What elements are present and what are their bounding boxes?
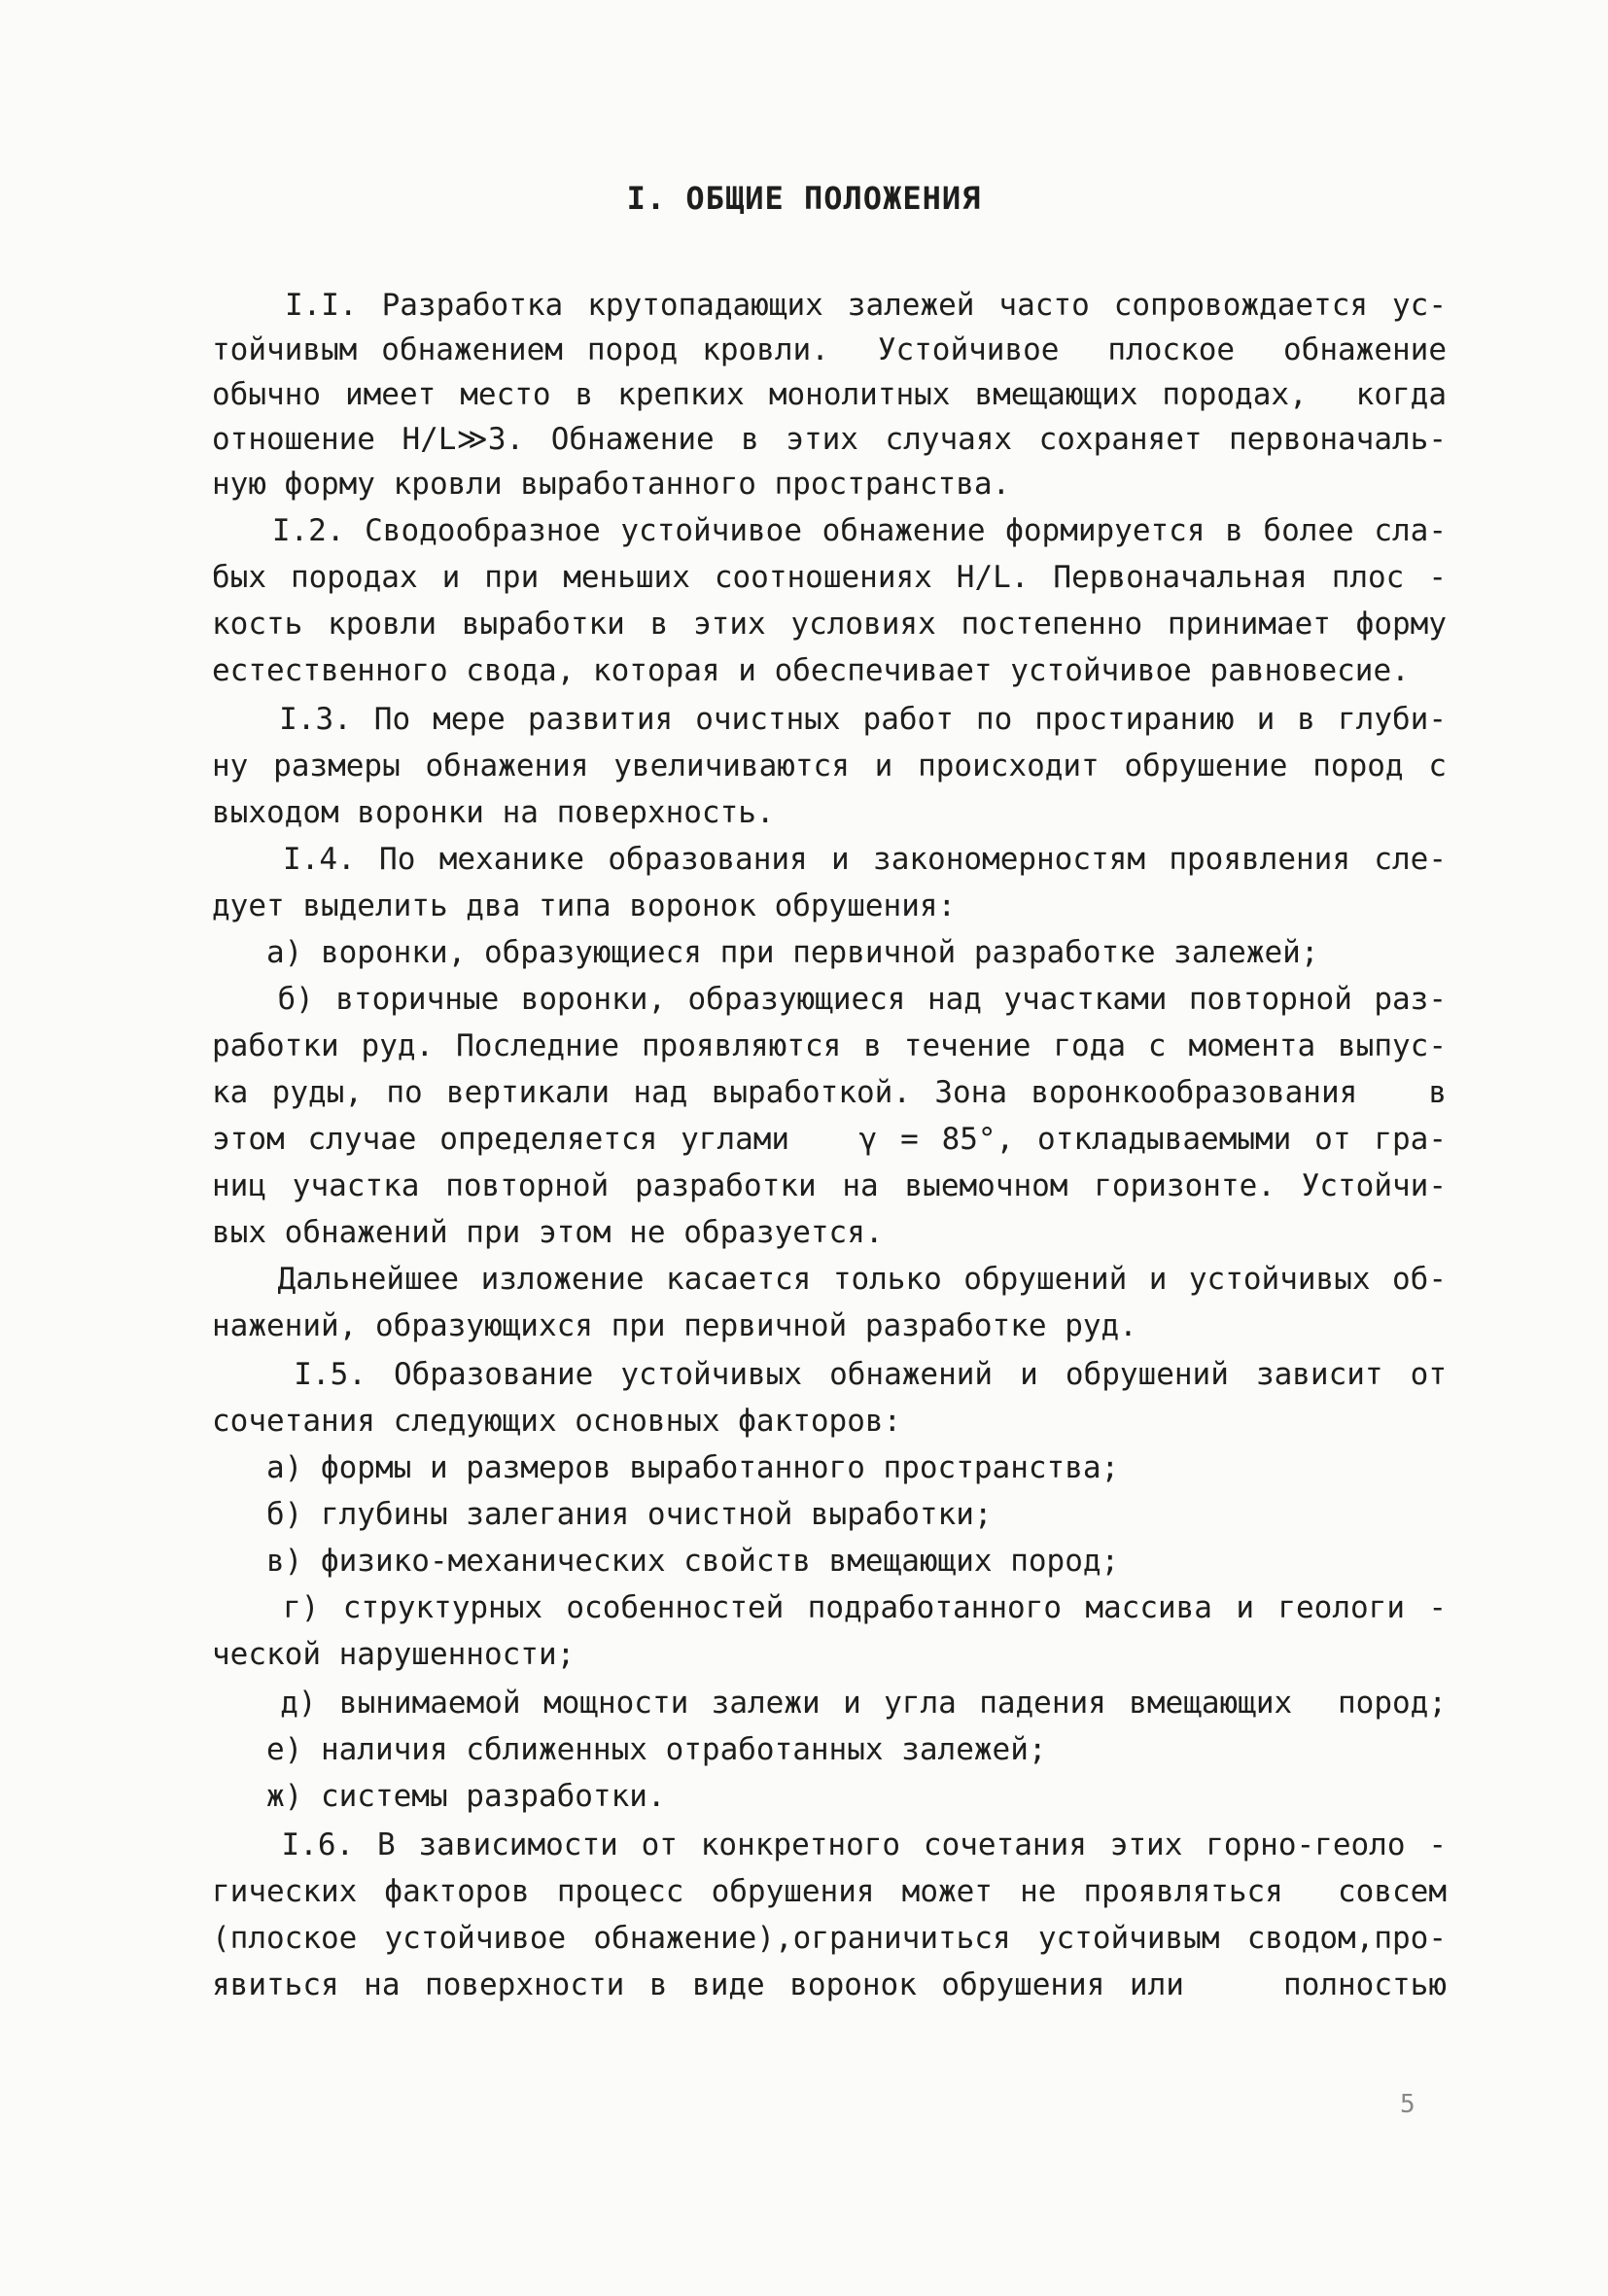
text-line: б) вторичные воронки, образующиеся над участками повторной раз- bbox=[212, 982, 1447, 1017]
text-line: г) структурных особенностей подработанного массива и геологи - bbox=[212, 1590, 1447, 1625]
text-line: вых обнажений при этом не образуется. bbox=[212, 1215, 884, 1250]
text-line: (плоское устойчивое обнажение),ограничиться устойчивым сводом,про- bbox=[212, 1921, 1447, 1956]
text-line: ну размеры обнажения увеличиваются и происходит обрушение пород с bbox=[212, 748, 1447, 783]
page-number: 5 bbox=[1400, 2090, 1416, 2119]
text-line: I.6. В зависимости от конкретного сочетания этих горно-геоло - bbox=[212, 1827, 1447, 1862]
text-line: явиться на поверхности в виде воронок обрушения или полностью bbox=[212, 1967, 1447, 2002]
text-line: работки руд. Последние проявляются в течение года с момента выпус- bbox=[212, 1028, 1447, 1063]
text-line: I.I. Разработка крутопадающих залежей часто сопровождается ус- bbox=[212, 288, 1447, 323]
text-line: ческой нарушенности; bbox=[212, 1637, 576, 1672]
text-line: ка руды, по вертикали над выработкой. Зона воронкообразования в bbox=[212, 1075, 1447, 1110]
text-line: обычно имеет место в крепких монолитных вмещающих породах, когда bbox=[212, 377, 1447, 412]
text-line: д) вынимаемой мощности залежи и угла падения вмещающих пород; bbox=[212, 1686, 1447, 1721]
text-line: I.4. По механике образования и закономерностям проявления сле- bbox=[212, 842, 1447, 877]
text-line: выходом воронки на поверхность. bbox=[212, 795, 775, 830]
text-line: б) глубины залегания очистной выработки; bbox=[212, 1497, 993, 1532]
text-line: дует выделить два типа воронок обрушения: bbox=[212, 888, 957, 923]
text-line: тойчивым обнажением пород кровли. Устойчивое плоское обнажение bbox=[212, 332, 1447, 367]
text-line: сочетания следующих основных факторов: bbox=[212, 1404, 902, 1439]
text-line: I.2. Сводообразное устойчивое обнажение формируется в более сла- bbox=[212, 513, 1447, 548]
text-line: гических факторов процесс обрушения может не проявляться совсем bbox=[212, 1874, 1447, 1909]
text-line: в) физико-механических свойств вмещающих пород; bbox=[212, 1544, 1120, 1579]
text-line: ниц участка повторной разработки на выемочном горизонте. Устойчи- bbox=[212, 1168, 1447, 1203]
text-line: кость кровли выработки в этих условиях постепенно принимает форму bbox=[212, 607, 1447, 642]
text-line: Дальнейшее изложение касается только обрушений и устойчивых об- bbox=[212, 1262, 1447, 1297]
text-line: ную форму кровли выработанного пространства. bbox=[212, 467, 1011, 502]
text-line: естественного свода, которая и обеспечивает устойчивое равновесие. bbox=[212, 653, 1410, 688]
text-line: ж) системы разработки. bbox=[212, 1779, 666, 1814]
text-line: бых породах и при меньших соотношениях H/L. Первоначальная плос - bbox=[212, 560, 1447, 595]
text-line: отношение H/L≫3. Обнажение в этих случаях сохраняет первоначаль- bbox=[212, 422, 1447, 457]
text-line: I.3. По мере развития очистных работ по простиранию и в глуби- bbox=[212, 702, 1447, 737]
section-title: I. ОБЩИЕ ПОЛОЖЕНИЯ bbox=[626, 180, 982, 217]
text-line: е) наличия сближенных отработанных залежей; bbox=[212, 1732, 1047, 1767]
text-line: I.5. Образование устойчивых обнажений и обрушений зависит от bbox=[212, 1357, 1447, 1392]
text-line: а) воронки, образующиеся при первичной разработке залежей; bbox=[212, 935, 1319, 970]
text-line: этом случае определяется углами γ = 85°, откладываемыми от гра- bbox=[212, 1122, 1447, 1157]
text-line: а) формы и размеров выработанного пространства; bbox=[212, 1450, 1120, 1485]
text-line: нажений, образующихся при первичной разработке руд. bbox=[212, 1308, 1137, 1343]
